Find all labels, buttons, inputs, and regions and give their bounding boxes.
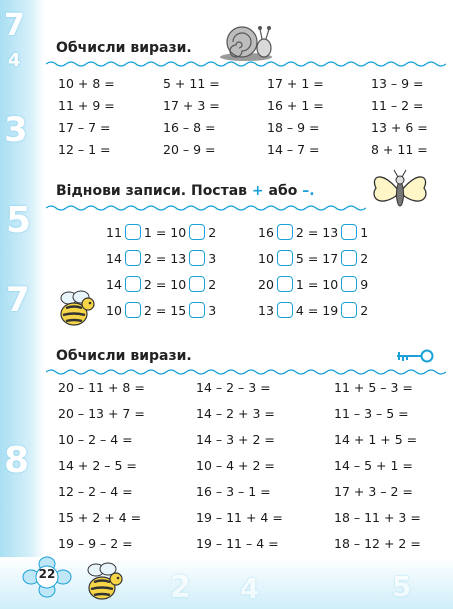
expression: 17 + 3 =	[163, 98, 220, 113]
operator-blank[interactable]	[341, 302, 357, 318]
expression: 10 – 2 – 4 =	[58, 432, 133, 447]
plus-sign: +	[251, 183, 264, 199]
bee-icon	[80, 560, 126, 604]
expression: 18 – 11 + 3 =	[334, 510, 421, 525]
operand: 2	[208, 277, 217, 292]
expression: 17 + 1 =	[267, 76, 324, 91]
operand: 2	[208, 225, 217, 240]
expression: 14 + 1 + 5 =	[334, 432, 418, 447]
decorative-digit: 5	[6, 200, 32, 241]
operator-blank[interactable]	[189, 224, 205, 240]
operand: 14	[106, 277, 122, 292]
expression: 8 + 11 =	[371, 142, 428, 157]
operator-blank[interactable]	[189, 276, 205, 292]
operator-blank[interactable]	[277, 276, 293, 292]
operand: 16	[258, 225, 274, 240]
decorative-digit: 7	[6, 280, 30, 320]
decorative-digit: 2	[170, 570, 191, 605]
operand: 11	[106, 225, 122, 240]
operand: 2	[360, 303, 369, 318]
page-number: 22	[37, 567, 57, 585]
expression: 11 – 3 – 5 =	[334, 406, 409, 421]
operand-result: 2 = 13	[295, 225, 339, 240]
expression: 19 – 11 + 4 =	[196, 510, 283, 525]
section2-title	[56, 183, 315, 199]
operand: 10	[106, 303, 122, 318]
operator-blank[interactable]	[341, 250, 357, 266]
expression: 19 – 11 – 4 =	[196, 536, 279, 551]
operator-blank[interactable]	[277, 224, 293, 240]
expression: 14 – 3 + 2 =	[196, 432, 275, 447]
decorative-digit: 4	[240, 572, 260, 605]
expression: 20 – 9 =	[163, 142, 216, 157]
equation-with-blanks	[106, 224, 216, 240]
section2-wave-divider	[46, 204, 366, 212]
decorative-digit: 5	[392, 570, 412, 603]
expression: 13 + 6 =	[371, 120, 428, 135]
expression: 18 – 9 =	[267, 120, 320, 135]
expression: 13 – 9 =	[371, 76, 424, 91]
operator-blank[interactable]	[125, 250, 141, 266]
expression: 20 – 13 + 7 =	[58, 406, 145, 421]
expression: 14 – 2 – 3 =	[196, 380, 271, 395]
expression: 14 – 5 + 1 =	[334, 458, 413, 473]
expression: 5 + 11 =	[163, 76, 220, 91]
equation-with-blanks	[258, 276, 368, 292]
expression: 14 – 7 =	[267, 142, 320, 157]
operand-result: 5 = 17	[295, 251, 339, 266]
expression: 11 + 5 – 3 =	[334, 380, 413, 395]
expression: 14 + 2 – 5 =	[58, 458, 137, 473]
operand-result: 4 = 19	[295, 303, 339, 318]
expression: 14 – 2 + 3 =	[196, 406, 275, 421]
decorative-digit: 8	[4, 440, 30, 481]
equation-with-blanks	[258, 250, 368, 266]
section2-title-text: Віднови записи. Постав	[56, 183, 248, 199]
operand: 9	[360, 277, 369, 292]
operand: 2	[360, 251, 369, 266]
expression: 18 – 12 + 2 =	[334, 536, 421, 551]
operand-result: 2 = 13	[143, 251, 187, 266]
expression: 17 + 3 – 2 =	[334, 484, 413, 499]
expression: 16 + 1 =	[267, 98, 324, 113]
expression: 12 – 2 – 4 =	[58, 484, 133, 499]
operand-result: 1 = 10	[143, 225, 187, 240]
operand-result: 1 = 10	[295, 277, 339, 292]
snail-icon	[218, 24, 274, 62]
operator-blank[interactable]	[189, 302, 205, 318]
operator-blank[interactable]	[277, 302, 293, 318]
equation-with-blanks	[106, 276, 216, 292]
expression: 11 – 2 =	[371, 98, 424, 113]
expression: 20 – 11 + 8 =	[58, 380, 145, 395]
expression: 19 – 9 – 2 =	[58, 536, 133, 551]
key-icon	[395, 349, 435, 363]
section3-title: Обчисли вирази.	[56, 348, 192, 364]
operand: 13	[258, 303, 274, 318]
expression: 17 – 7 =	[58, 120, 111, 135]
expression: 11 + 9 =	[58, 98, 115, 113]
expression: 15 + 2 + 4 =	[58, 510, 142, 525]
butterfly-icon	[368, 168, 432, 216]
expression: 10 + 8 =	[58, 76, 115, 91]
operator-blank[interactable]	[277, 250, 293, 266]
bee-icon	[54, 288, 98, 332]
operator-blank[interactable]	[125, 276, 141, 292]
equation-with-blanks	[258, 224, 368, 240]
equation-with-blanks	[258, 302, 368, 318]
section3-wave-divider	[46, 368, 446, 376]
decorative-digit: 4	[8, 50, 21, 71]
operand: 14	[106, 251, 122, 266]
expression: 10 – 4 + 2 =	[196, 458, 275, 473]
operand: 3	[208, 303, 217, 318]
decorative-digit: 3	[4, 110, 28, 150]
operator-blank[interactable]	[341, 276, 357, 292]
operand: 3	[208, 251, 217, 266]
operand: 20	[258, 277, 274, 292]
expression: 16 – 3 – 1 =	[196, 484, 271, 499]
operand: 1	[360, 225, 369, 240]
equation-with-blanks	[106, 302, 216, 318]
equation-with-blanks	[106, 250, 216, 266]
expression: 12 – 1 =	[58, 142, 111, 157]
section1-title: Обчисли вирази.	[56, 40, 192, 56]
operator-blank[interactable]	[125, 224, 141, 240]
operator-blank[interactable]	[125, 302, 141, 318]
operand: 10	[258, 251, 274, 266]
operator-blank[interactable]	[189, 250, 205, 266]
decorative-digit: 7	[4, 8, 25, 43]
expression: 16 – 8 =	[163, 120, 216, 135]
operand-result: 2 = 15	[143, 303, 187, 318]
connector-text: або	[268, 183, 298, 199]
operand-result: 2 = 10	[143, 277, 187, 292]
minus-sign: –.	[302, 183, 315, 199]
operator-blank[interactable]	[341, 224, 357, 240]
